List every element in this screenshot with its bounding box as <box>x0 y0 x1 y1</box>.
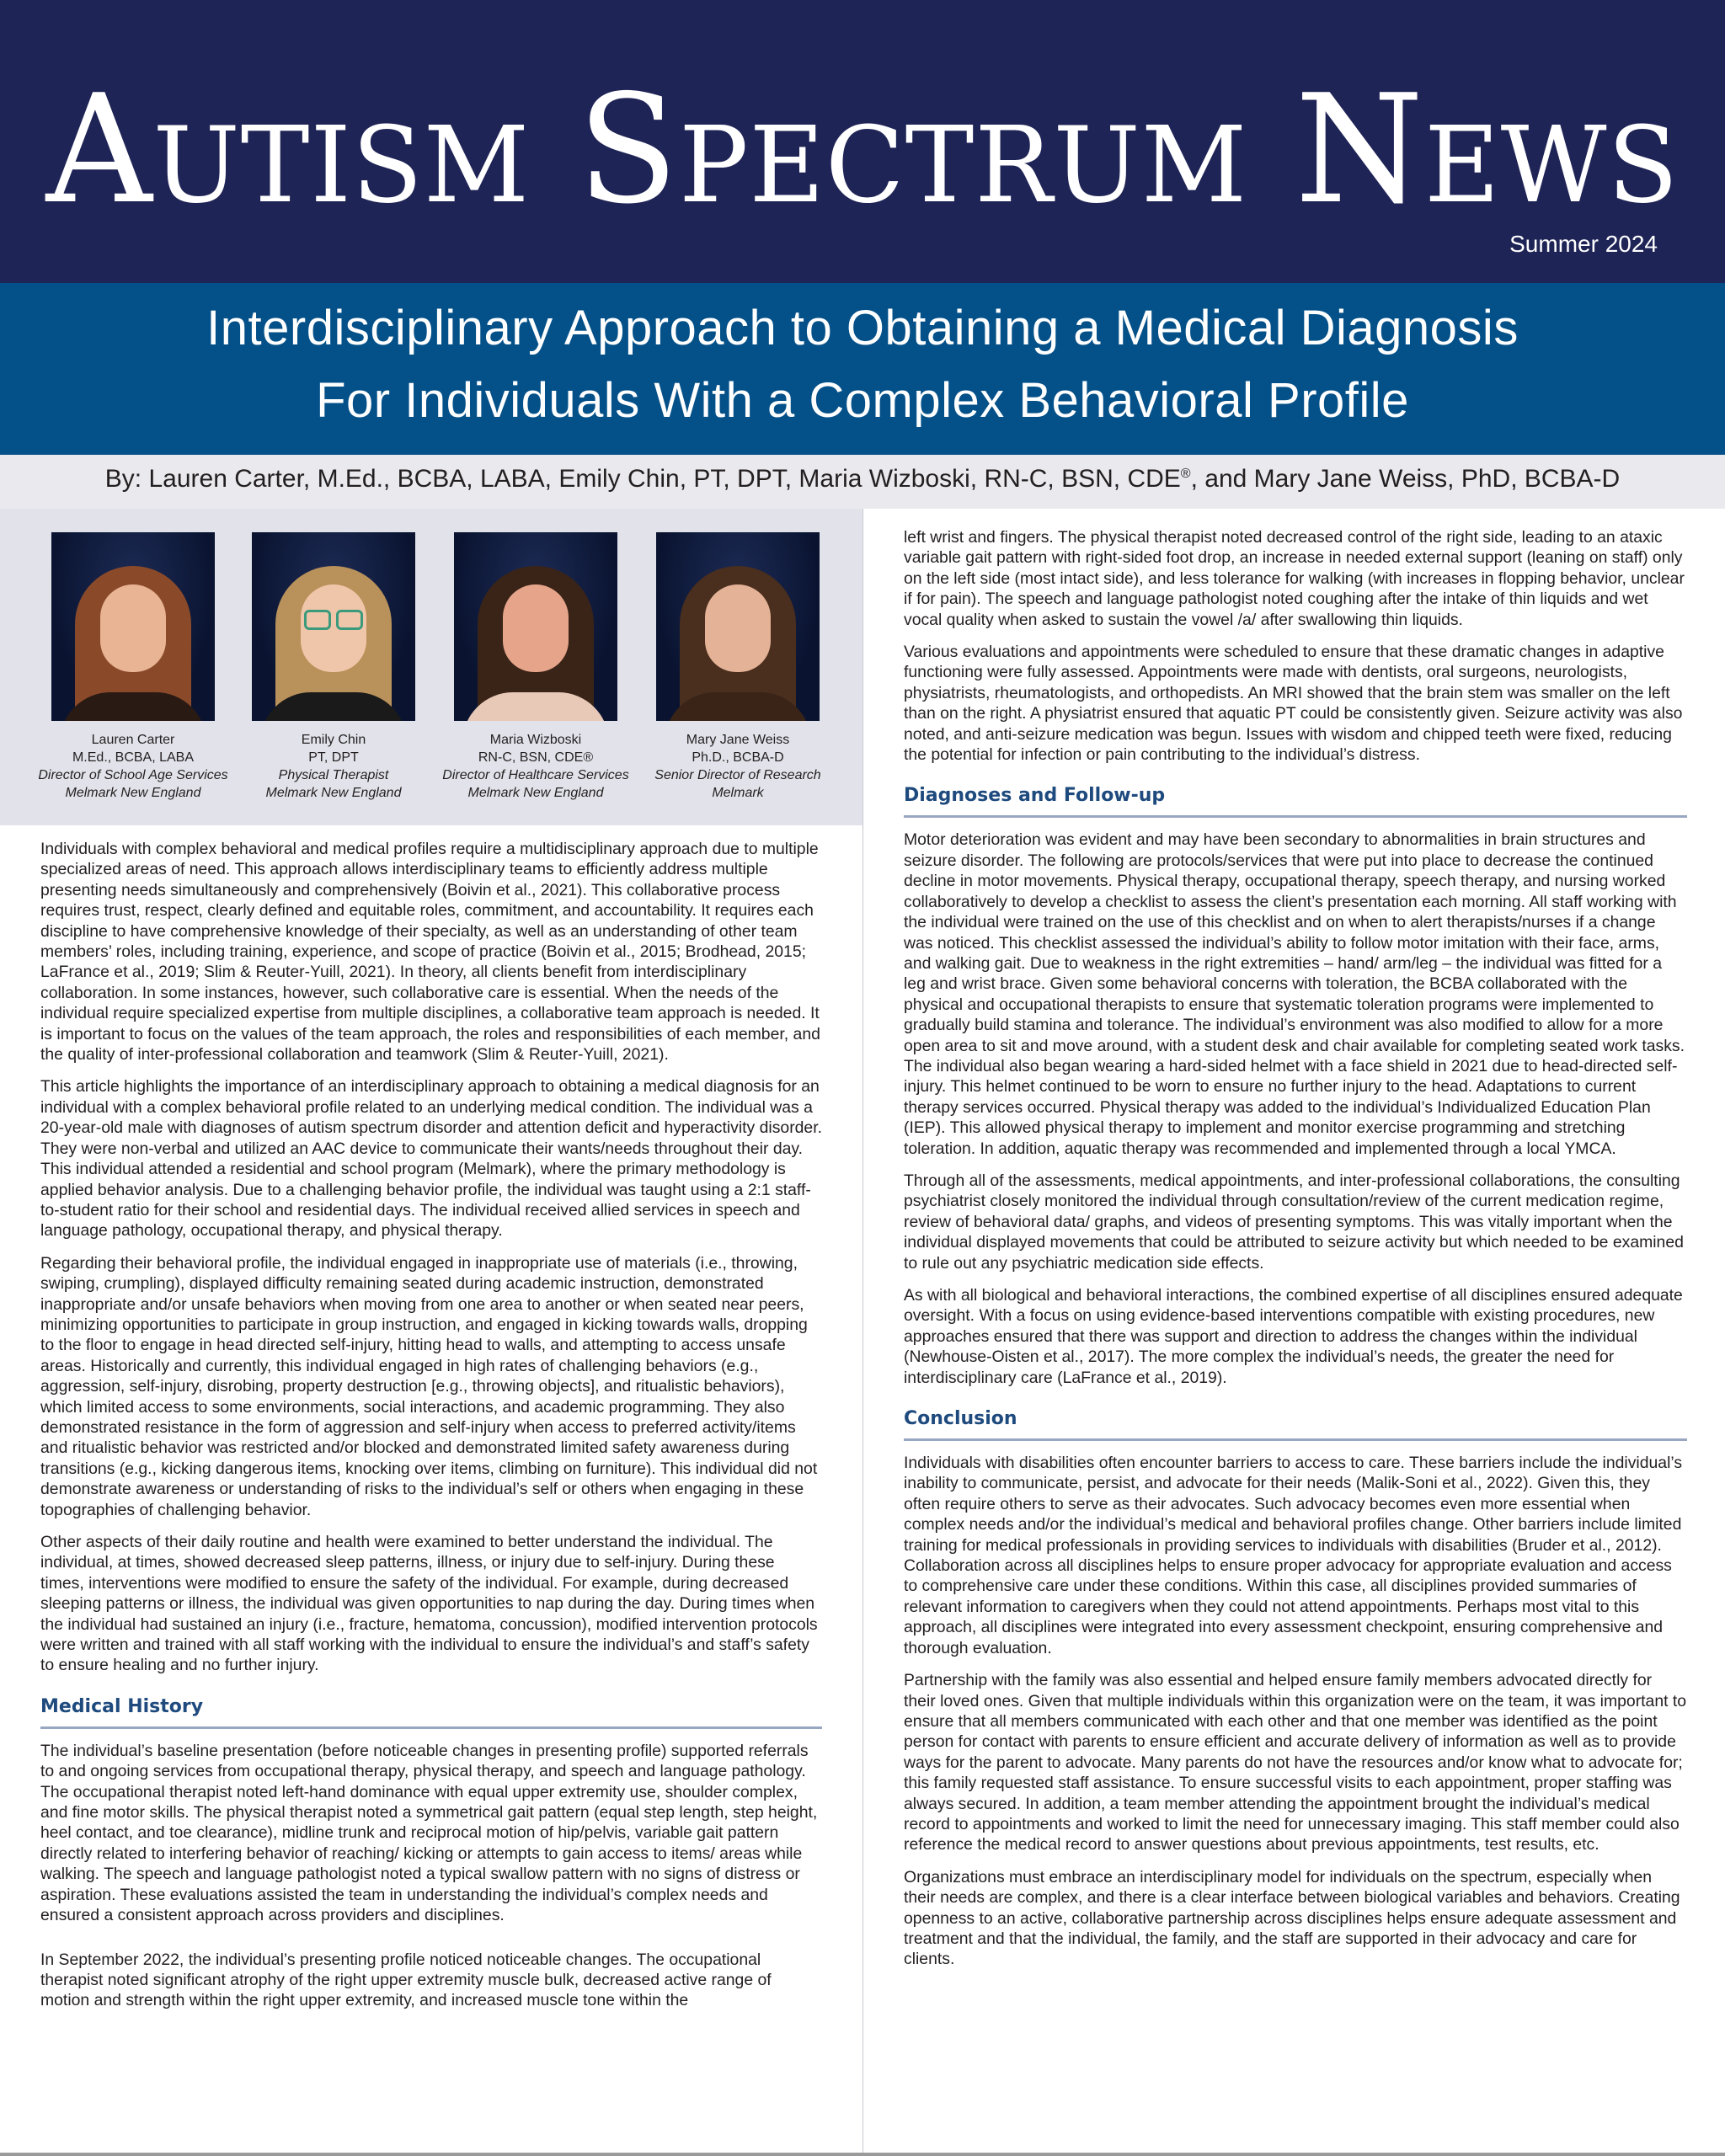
author-name: Mary Jane Weiss <box>686 733 790 747</box>
author-role: Director of Healthcare Services <box>442 768 629 782</box>
author-credentials: Ph.D., BCBA-D <box>692 750 784 765</box>
section-heading-conclusion: Conclusion <box>904 1406 1687 1441</box>
author-photo-maria-wizboski <box>454 532 617 721</box>
byline <box>0 465 1725 494</box>
author-credentials: PT, DPT <box>308 750 359 765</box>
author-card <box>435 532 637 802</box>
author-photo-lauren-carter <box>51 532 215 721</box>
author-role: Director of School Age Services <box>38 768 228 782</box>
left-column <box>40 839 822 2023</box>
face-shape <box>100 584 166 672</box>
glasses-icon <box>304 610 331 630</box>
paragraph: Through all of the assessments, medical appointments, and inter-professional collaborations, the consulting psychiatrist closely monitored the individual through consultation/review of the current medication regime, review of behavioral data/ graphs, and videos of presenting symptoms. This was vitally important when the individual displayed movements that could be attributed to seizure activity but which needed to be examined to rule out any psychiatric medication side effects. <box>904 1171 1684 1273</box>
masthead <box>0 0 1725 283</box>
author-credentials: RN-C, BSN, CDE® <box>478 750 594 765</box>
author-name: Lauren Carter <box>91 733 175 747</box>
paragraph: left wrist and fingers. The physical therapist noted decreased control of the right side, leading to an ataxic variable gait pattern with right-sided foot drop, an increase in needed external support (leaning on staff) only on the left side (most intact side), and less tolerance for walking (with increases in flopping behavior, unclear if for pain). The speech and language pathologist noted coughing after the intake of thin liquids and wet vocal quality when asked to sustain the vowel /a/ after swallowing thin liquids. <box>904 528 1685 629</box>
author-photo-mary-jane-weiss <box>656 532 820 721</box>
author-card <box>32 532 234 802</box>
byline-suffix: , and Mary Jane Weiss, PhD, BCBA-D <box>1190 465 1621 493</box>
paragraph: Other aspects of their daily routine and health were examined to better understand the individual. The individual, at times, showed decreased sleep patterns, illness, or injury due to self-injury. During these times, interventions were modified to ensure the safety of the individual. For example, during decreased sleeping patterns or illness, the individual was given opportunities to nap during the day. During times when the individual had sustained an injury (i.e., fracture, hematoma, concussion), modified intervention protocols were written and trained with all staff working with the individual to ensure the individual’s and staff’s safety to ensure healing and no further injury. <box>40 1533 818 1675</box>
paragraph: Various evaluations and appointments were scheduled to ensure that these dramatic changes in adaptive functioning were fully assessed. Appointments were made with dentists, oral surgeons, neurologists, physiatrists, rheumatologists, and orthopedists. An MRI showed that the brain stem was smaller on the left than on the right. A physiatrist ensured that aquatic PT could be consistently given. Seizure activity was also noted, and anti-seizure medication was begun. Issues with wisdom and chipped teeth were fixed, reducing the potential for infection or pain contributing to the individual’s distress. <box>904 643 1683 765</box>
paragraph: Regarding their behavioral profile, the individual engaged in inappropriate use of materials (i.e., throwing, swiping, crumpling), displayed difficulty remaining seated during academic instruction, demonstrated inappropriate and/or unsafe behaviors when moving from one area to another or when seated near peers, minimizing opportunities to participate in group instruction, and engaged in kicking towards walls, dropping to the floor to engage in head directed self-injury, hitting head to walls, and attempting to access unsafe areas. Historically and currently, this individual engaged in high rates of challenging behaviors (e.g., aggression, self-injury, disrobing, property destruction [e.g., throwing objects], and ritualistic behaviors), which limited access to some environments, social interactions, and academic programming. They also demonstrated resistance in the form of aggression and self-injury when access to preferred activity/items and ritualistic behavior was restricted and/or blocked and demonstrated limited safety awareness during transitions (e.g., kicking dangerous items, knocking over items, climbing on furniture). This individual did not demonstrate awareness or understanding of risks to the individual’s self or others when engaging in these topographies of challenging behavior. <box>40 1253 818 1519</box>
right-column <box>904 527 1687 1982</box>
article-title-line-1: Interdisciplinary Approach to Obtaining a Medical Diagnosis <box>206 301 1519 355</box>
glasses-icon <box>336 610 363 630</box>
column-divider <box>862 509 863 2153</box>
paragraph: Motor deterioration was evident and may have been secondary to abnormalities in brain structures and seizure disorder. The following are protocols/services that were put into place to decrease the continued decline in motor movements. Physical therapy, occupational therapy, speech therapy, and nursing worked collaboratively to develop a checklist to assess the client’s presentation each morning. All staff working with the individual were trained on the use of this checklist and on when to alert therapists/nurses if a change was noticed. This checklist assessed the individual’s ability to follow motor imitation with their face, arms, and walking gait. Due to weakness in the right extremities – hand/ arm/leg – the individual was fitted for a leg and wrist brace. Given some behavioral concerns with toleration, the BCBA collaborated with the physical and occupational therapists to ensure that systematic toleration programs were implemented to gradually build stamina and tolerance. The individual’s environment was also modified to allow for a more open area to sit and move around, with a student desk and chair available for completing seated work tasks. The individual also began wearing a hard-sided helmet with a face shield in 2021 due to head-directed self-injury. This helmet continued to be worn to ensure no further injury to the head. Adaptations to current therapy services occurred. Physical therapy was added to the individual’s Individualized Education Plan (IEP). This allowed physical therapy to implement and monitor exercise programming and stretching toleration. In addition, aquatic therapy was recommended and implemented through a local YMCA. <box>904 830 1685 1158</box>
author-card <box>232 532 435 802</box>
author-role: Physical Therapist <box>278 768 389 782</box>
paragraph: This article highlights the importance of an interdisciplinary approach to obtaining a medical diagnosis for an individual with a complex behavioral profile related to an underlying medical condition. The individual was a 20-year-old male with diagnoses of autism spectrum disorder and attention deficit and hyperactivity disorder. They were non-verbal and utilized an AAC device to communicate their wants/needs throughout their day. This individual attended a residential and school program (Melmark), where the primary methodology is applied behavior analysis. Due to a challenging behavior profile, the individual was taught using a 2:1 staff-to-student ratio for their school and residential days. The individual received allied services in speech and language pathology, occupational therapy, and physical therapy. <box>40 1077 822 1241</box>
author-org: Melmark <box>712 786 764 800</box>
paragraph: Individuals with complex behavioral and medical profiles require a multidisciplinary approach due to multiple specialized areas of need. This approach allows interdisciplinary teams to efficiently address multiple presenting needs simultaneously and comprehensively (Boivin et al., 2021). This collaborative process requires trust, respect, clearly defined and equitable roles, commitment, and accountability. It requires each discipline to have comprehensive knowledge of their specialty, as well as an understanding of other team members’ roles, including training, experience, and scope of practice (Boivin et al., 2015; Brodhead, 2015; LaFrance et al., 2019; Slim & Reuter-Yuill, 2021). In theory, all clients benefit from interdisciplinary collaboration. In some instances, however, such collaborative care is essential. When the needs of the individual require specialized expertise from multiple disciplines, a collaborative team approach is needed. It is important to focus on the values of the team approach, the roles and responsibilities of each member, and the quality of inter-professional collaboration and teamwork (Slim & Reuter-Yuill, 2021). <box>40 840 820 1065</box>
face-shape <box>503 584 569 672</box>
byline-prefix: By: Lauren Carter, M.Ed., BCBA, LABA, Emily Chin, PT, DPT, Maria Wizboski, RN-C, BSN, CDE <box>104 465 1181 493</box>
paragraph: The individual’s baseline presentation (before noticeable changes in presenting profile) supported referrals to and ongoing services from occupational therapy, physical therapy, and speech and language pathology. The occupational therapist noted left-hand dominance with equal upper extremity use, shoulder complex, and fine motor skills. The physical therapist noted a symmetrical gait pattern (equal step length, step height, heel contact, and toe clearance), midline trunk and reciprocal motion of hip/pelvis, variable gait pattern directly related to interfering behavior of reaching/ kicking or attempts to gain access to items/ areas while walking. The speech and language pathologist noted a typical swallow pattern with no signs of distress or aspiration. These evaluations assisted the team in understanding the individual’s complex needs and ensured a consistent approach across providers and disciplines. <box>40 1741 818 1925</box>
paragraph: As with all biological and behavioral interactions, the combined expertise of all disciplines ensured adequate oversight. With a focus on using evidence-based interventions compatible with existing procedures, new approaches ensured that there was support and direction to address the changes within the individual (Newhouse-Oisten et al., 2017). The more complex the individual’s needs, the greater the need for interdisciplinary care (LaFrance et al., 2019). <box>904 1286 1683 1387</box>
author-photo-emily-chin <box>252 532 415 721</box>
section-heading-diagnoses: Diagnoses and Follow-up <box>904 783 1687 818</box>
paragraph: Individuals with disabilities often encounter barriers to access to care. These barriers include the individual’s inability to communicate, persist, and advocate for their needs (Malik-Soni et al., 2022). Given this, they often require others to serve as their advocates. Such advocacy becomes even more essential when complex needs and/or the individual’s medical and behavioral profiles change. Other barriers include limited training for medical professionals in providing services to individuals with disabilities (Bruder et al., 2012). Collaboration across all disciplines helps to ensure proper advocacy for appropriate evaluation and access to comprehensive care under these conditions. Within this case, all disciplines provided summaries of relevant information to caregivers when they could not attend appointments. Perhaps most vital to this approach, all disciplines were integrated into every assessment checkpoint, ensuring comprehensive and thorough evaluation. <box>904 1454 1683 1657</box>
paragraph: Organizations must embrace an interdisciplinary model for individuals on the spectrum, especially when their needs are complex, and there is a clear interface between biological variables and behaviors. Creating openness to an active, collaborative partnership across disciplines helps ensure adequate assessment and treatment and that the individual, the family, and the staff are supported in their advocacy and care for clients. <box>904 1867 1680 1969</box>
registered-mark: ® <box>1180 467 1191 481</box>
paragraph: Partnership with the family was also essential and helped ensure family members advocated directly for their loved ones. Given that multiple individuals within this organization were on the team, it was important to ensure that all members communicated with each other and that one member was identified as the point person for contact with parents to ensure efficient and accurate delivery of information as well as to provide ways for the parent to advocate. Many parents do not have the resources and/or know what to advocate for; this family requested staff assistance. To ensure successful visits to each appointment, proper staffing was always secured. In addition, a team member attending the appointment brought the individual’s medical record to appointments and worked to limit the need for unnecessary imaging. This staff member could also reference the medical record to answer questions about previous appointments, test results, etc. <box>904 1671 1687 1854</box>
author-card <box>637 532 839 802</box>
author-credentials: M.Ed., BCBA, LABA <box>72 750 195 765</box>
author-name: Emily Chin <box>301 733 366 747</box>
article-title-line-2: For Individuals With a Complex Behavioral Profile <box>316 373 1409 428</box>
issue-label: Summer 2024 <box>1509 231 1658 257</box>
paragraph: In September 2022, the individual’s presenting profile noticed noticeable changes. The occupational therapist noted significant atrophy of the right upper extremity muscle bulk, decreased active range of motion and strength within the right upper extremity, and increased muscle tone within the <box>40 1950 772 2010</box>
page-bottom-rule <box>0 2153 1725 2156</box>
publication-title: Autism Spectrum News <box>45 62 1680 237</box>
author-name: Maria Wizboski <box>489 733 582 747</box>
author-org: Melmark New England <box>265 786 402 800</box>
face-shape <box>705 584 771 672</box>
author-org: Melmark New England <box>467 786 604 800</box>
author-org: Melmark New England <box>65 786 201 800</box>
section-heading-medical-history: Medical History <box>40 1694 822 1729</box>
author-role: Senior Director of Research <box>654 768 821 782</box>
